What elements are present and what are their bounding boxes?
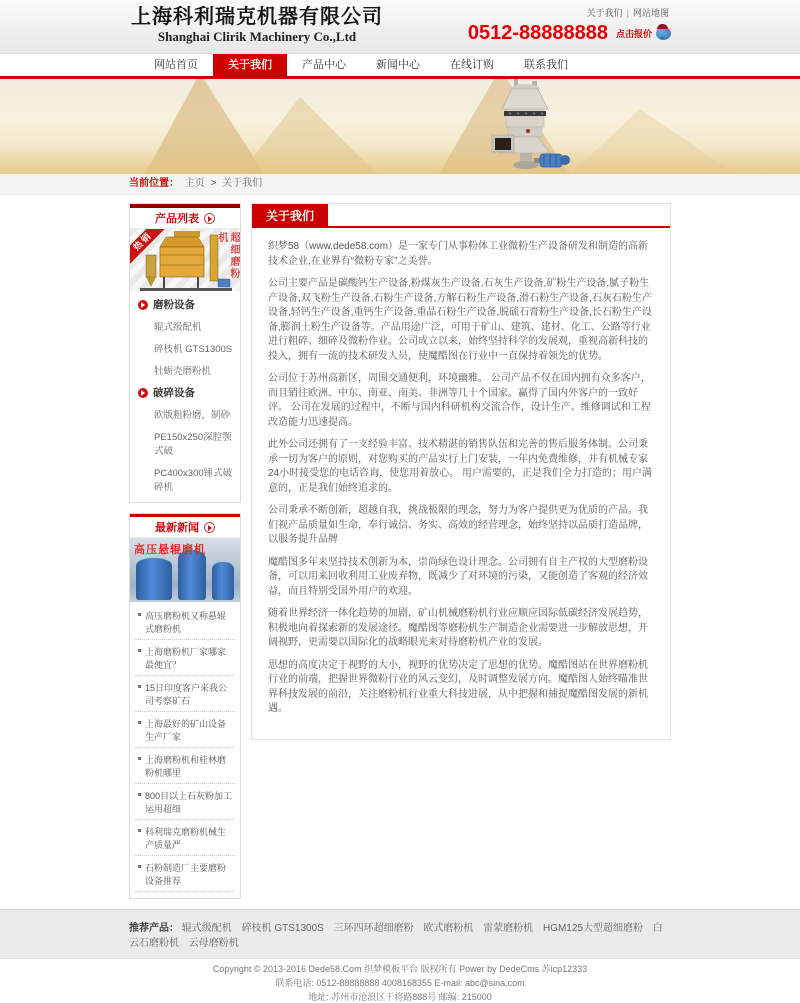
footer-product-link[interactable]: 碎枝机 GTS1300S bbox=[241, 923, 324, 934]
contact-line: 联系电话: 0512-88888888 4008168355 E-mail: abc@sina.com bbox=[275, 978, 525, 988]
about-paragraph: 此外公司还拥有了一支经验丰富、技术精湛的销售队伍和完善的售后服务体制。公司秉承一切为客户的原则，对您购买的产品实行上门安装，一年内免费维修，并有机械专家24小时接受您的电话咨询，使您用着放心。 用户需要的，正是我们全力打造的；用户满意的，正是我们始终追求的。 bbox=[268, 439, 652, 494]
mill-cylinder-shape bbox=[212, 562, 234, 600]
about-header bbox=[252, 204, 670, 228]
top-link-sitemap[interactable]: 网站地图 bbox=[632, 8, 669, 18]
phone-number: 0512-88888888 bbox=[467, 22, 608, 44]
address-line: 地址: 苏州市沧浪区干将路888号 邮编: 215000 bbox=[308, 992, 492, 1002]
play-circle-icon bbox=[204, 522, 215, 533]
breadcrumb-separator: > bbox=[210, 178, 217, 189]
latest-news-box bbox=[129, 513, 241, 899]
about-paragraph: 魔酷图多年来坚持技术创新为本，崇尚绿色设计理念。公司拥有自主产权的大型磨粉设备，可以用来回收利用工业废弃物，既减少了对环境的污染，又能创造了客观的经济效益，而且特别受国外用户的欢迎。 bbox=[268, 556, 648, 597]
category-name: 破碎设备 bbox=[153, 387, 195, 399]
news-item[interactable]: 800目以上石灰粉加工运用超细 bbox=[135, 784, 235, 820]
about-panel bbox=[251, 203, 671, 740]
category-item[interactable]: PE150x250深腔颚式破 bbox=[154, 432, 232, 457]
about-paragraph: 公司位于苏州高新区，周围交通便利，环境幽雅。 公司产品不仅在国内拥有众多客户，而且销往欧洲、中东、南亚、南美、非洲等几十个国家。赢得了国内外客户的一致好评。 公司在发展的过程中，不断与国内科研机构交流合作，设计生产、维修调试和工程改造能力迅速提高。 bbox=[268, 373, 651, 428]
mill-cylinder-shape bbox=[136, 558, 172, 600]
footer-copyright bbox=[0, 959, 800, 1003]
top-link-about[interactable]: 关于我们 bbox=[586, 8, 623, 18]
product-promo-image[interactable] bbox=[130, 229, 240, 291]
footer-product-link[interactable]: 辊式级配机 bbox=[181, 923, 232, 934]
category-crushing[interactable] bbox=[130, 381, 240, 403]
content-area bbox=[0, 195, 800, 909]
footer-product-link[interactable]: 雷蒙磨粉机 bbox=[483, 923, 534, 934]
about-paragraph: 思想的高度决定于视野的大小，视野的优势决定了思想的优势。魔酷图站在世界磨粉机行业的前端，把握世界微粉行业的风云变幻，及时调整发展方向。魔酷图人始终瞄准世界科技发展的前沿，关注磨粉机行业重大科技进展，从中把握和捕捉魔酷图发展的新机遇。 bbox=[268, 659, 648, 714]
category-item[interactable]: 牡蛎壳磨粉机 bbox=[154, 366, 212, 377]
product-image-label: 超细磨粉机 bbox=[216, 232, 239, 280]
nav-item-news[interactable]: 新闻中心 bbox=[376, 59, 420, 71]
play-bullet-icon bbox=[138, 388, 148, 398]
company-name-en: Shanghai Clirik Machinery Co.,Ltd bbox=[157, 29, 357, 44]
grinding-mill-illustration bbox=[458, 79, 588, 174]
news-title: 最新新闻 bbox=[155, 522, 199, 534]
phone-row bbox=[468, 22, 671, 45]
hot-sale-ribbon: 热销 bbox=[130, 229, 170, 269]
about-paragraph: 随着世界经济一体化趋势的加剧，矿山机械磨粉机行业应顺应国际低碳经济发展趋势，积极地向着探索新的发展途径。魔酷图等磨粉机生产制造企业需要进一步解放思想，开阔视野，更需要以国际化的战略眼光来对待磨粉机产业的发展。 bbox=[268, 608, 648, 648]
nav-item-about[interactable]: 关于我们 bbox=[213, 54, 287, 76]
company-name-cn: 上海科利瑞克机器有限公司 bbox=[131, 6, 383, 28]
footer-products-bar bbox=[0, 909, 800, 959]
sidebar bbox=[129, 203, 241, 899]
chat-bubble-icon[interactable] bbox=[656, 27, 671, 40]
footer-product-link[interactable]: HGM125大型超细磨粉 bbox=[542, 923, 643, 934]
play-circle-icon bbox=[204, 213, 215, 224]
nav-item-products[interactable]: 产品中心 bbox=[302, 59, 346, 71]
hero-banner bbox=[0, 79, 800, 174]
category-item[interactable]: PC400x300锤式破碎机 bbox=[154, 468, 233, 493]
news-image-label: 高压悬辊磨机 bbox=[134, 544, 206, 556]
nav-item-order[interactable]: 在线订购 bbox=[450, 59, 494, 71]
top-link-separator: | bbox=[626, 8, 629, 18]
nav-item-home[interactable]: 网站首页 bbox=[154, 59, 198, 71]
breadcrumb bbox=[0, 174, 800, 195]
mill-cylinder-shape bbox=[178, 550, 206, 600]
news-item[interactable]: 科利瑞克磨粉机械生产质量严 bbox=[135, 820, 235, 856]
about-paragraph: 公司主要产品是碳酸钙生产设备,粉煤灰生产设备,石灰生产设备,矿粉生产设备,腻子粉生产设备,双飞粉生产设备,石粉生产设备,方解石粉生产设备,滑石粉生产设备,石灰石粉生产设备,轻钙生产设备,重钙生产设备,重晶石粉生产设备,脱硫石膏粉生产设备,长石粉生产设备,膨润土粉生产设备等。产品用途广泛，可用于矿山、建筑、建材、化工、公路等行业进行粗碎、细碎及微粉作业。公司成立以来，始终坚持科学的发展观，重视高新科技的投入，拥有一流的技术研发人员，使魔酷图在行业中一直保持着领先的优势。 bbox=[268, 278, 652, 362]
footer-product-link[interactable]: 欧式磨粉机 bbox=[423, 923, 474, 934]
news-item[interactable]: 上海最好的矿山设备生产厂家 bbox=[135, 712, 235, 748]
play-bullet-icon bbox=[138, 300, 148, 310]
footer-products-label: 推荐产品： bbox=[129, 923, 179, 934]
category-item[interactable]: 欧版粗粉磨，制砂 bbox=[154, 410, 231, 421]
news-item[interactable]: 石粉制造厂主要磨粉设备推荐 bbox=[135, 856, 235, 892]
product-list-box bbox=[129, 203, 241, 503]
footer-product-link[interactable]: 白云石磨粉机 bbox=[129, 923, 663, 949]
quote-button[interactable]: 点击报价 bbox=[615, 29, 652, 39]
news-item[interactable]: 15日印度客户来我公司考察矿石 bbox=[135, 676, 235, 712]
footer-product-link[interactable]: 云母磨粉机 bbox=[188, 938, 239, 949]
news-item[interactable]: 高压磨粉机又称悬辊式磨粉机 bbox=[135, 604, 235, 640]
product-list-header bbox=[130, 208, 240, 229]
breadcrumb-current: 关于我们 bbox=[222, 178, 263, 189]
breadcrumb-label: 当前位置： bbox=[129, 178, 179, 189]
category-item[interactable]: 碎枝机 GTS1300S bbox=[154, 344, 233, 355]
category-item[interactable]: 辊式级配机 bbox=[154, 322, 202, 333]
about-paragraph: 织梦58（www.dede58.com）是一家专门从事粉体工业微粉生产设备研发和制造的高新技术企业,在业界有“微粉专家”之美誉。 bbox=[268, 241, 649, 267]
top-bar bbox=[0, 0, 800, 54]
category-grinding[interactable] bbox=[130, 293, 240, 315]
news-promo-image[interactable] bbox=[130, 538, 240, 602]
footer-product-link[interactable]: 三环四环超细磨粉 bbox=[333, 923, 414, 934]
breadcrumb-home-link[interactable]: 主页 bbox=[184, 178, 205, 189]
about-body bbox=[252, 228, 670, 739]
product-list-title: 产品列表 bbox=[155, 213, 199, 225]
top-links bbox=[587, 6, 669, 19]
news-list bbox=[130, 602, 240, 898]
category-list bbox=[130, 291, 240, 502]
news-item[interactable]: 上海磨粉机和桂林磨粉机哪里 bbox=[135, 748, 235, 784]
page-title: 关于我们 bbox=[252, 204, 328, 228]
main-nav bbox=[0, 54, 800, 79]
news-header bbox=[130, 517, 240, 538]
nav-item-contact[interactable]: 联系我们 bbox=[524, 59, 568, 71]
about-paragraph: 公司秉承不断创新，超越自我，挑战极限的理念，努力为客户提供更为优质的产品。我们视产品质量如生命，奉行诚信、务实、高效的经营理念，始终坚持以品质打造品牌，以服务提升品牌 bbox=[268, 505, 648, 545]
news-item[interactable]: 上海磨粉机厂家哪家最便宜？ bbox=[135, 640, 235, 676]
company-logo bbox=[131, 5, 383, 45]
copyright-line: Copyright © 2013-2016 Dede58.Com 织梦模板平台 版权所有 Power by DedeCms 苏icp12333 bbox=[212, 964, 588, 974]
category-name: 磨粉设备 bbox=[153, 299, 195, 311]
dune-shape bbox=[0, 148, 800, 174]
